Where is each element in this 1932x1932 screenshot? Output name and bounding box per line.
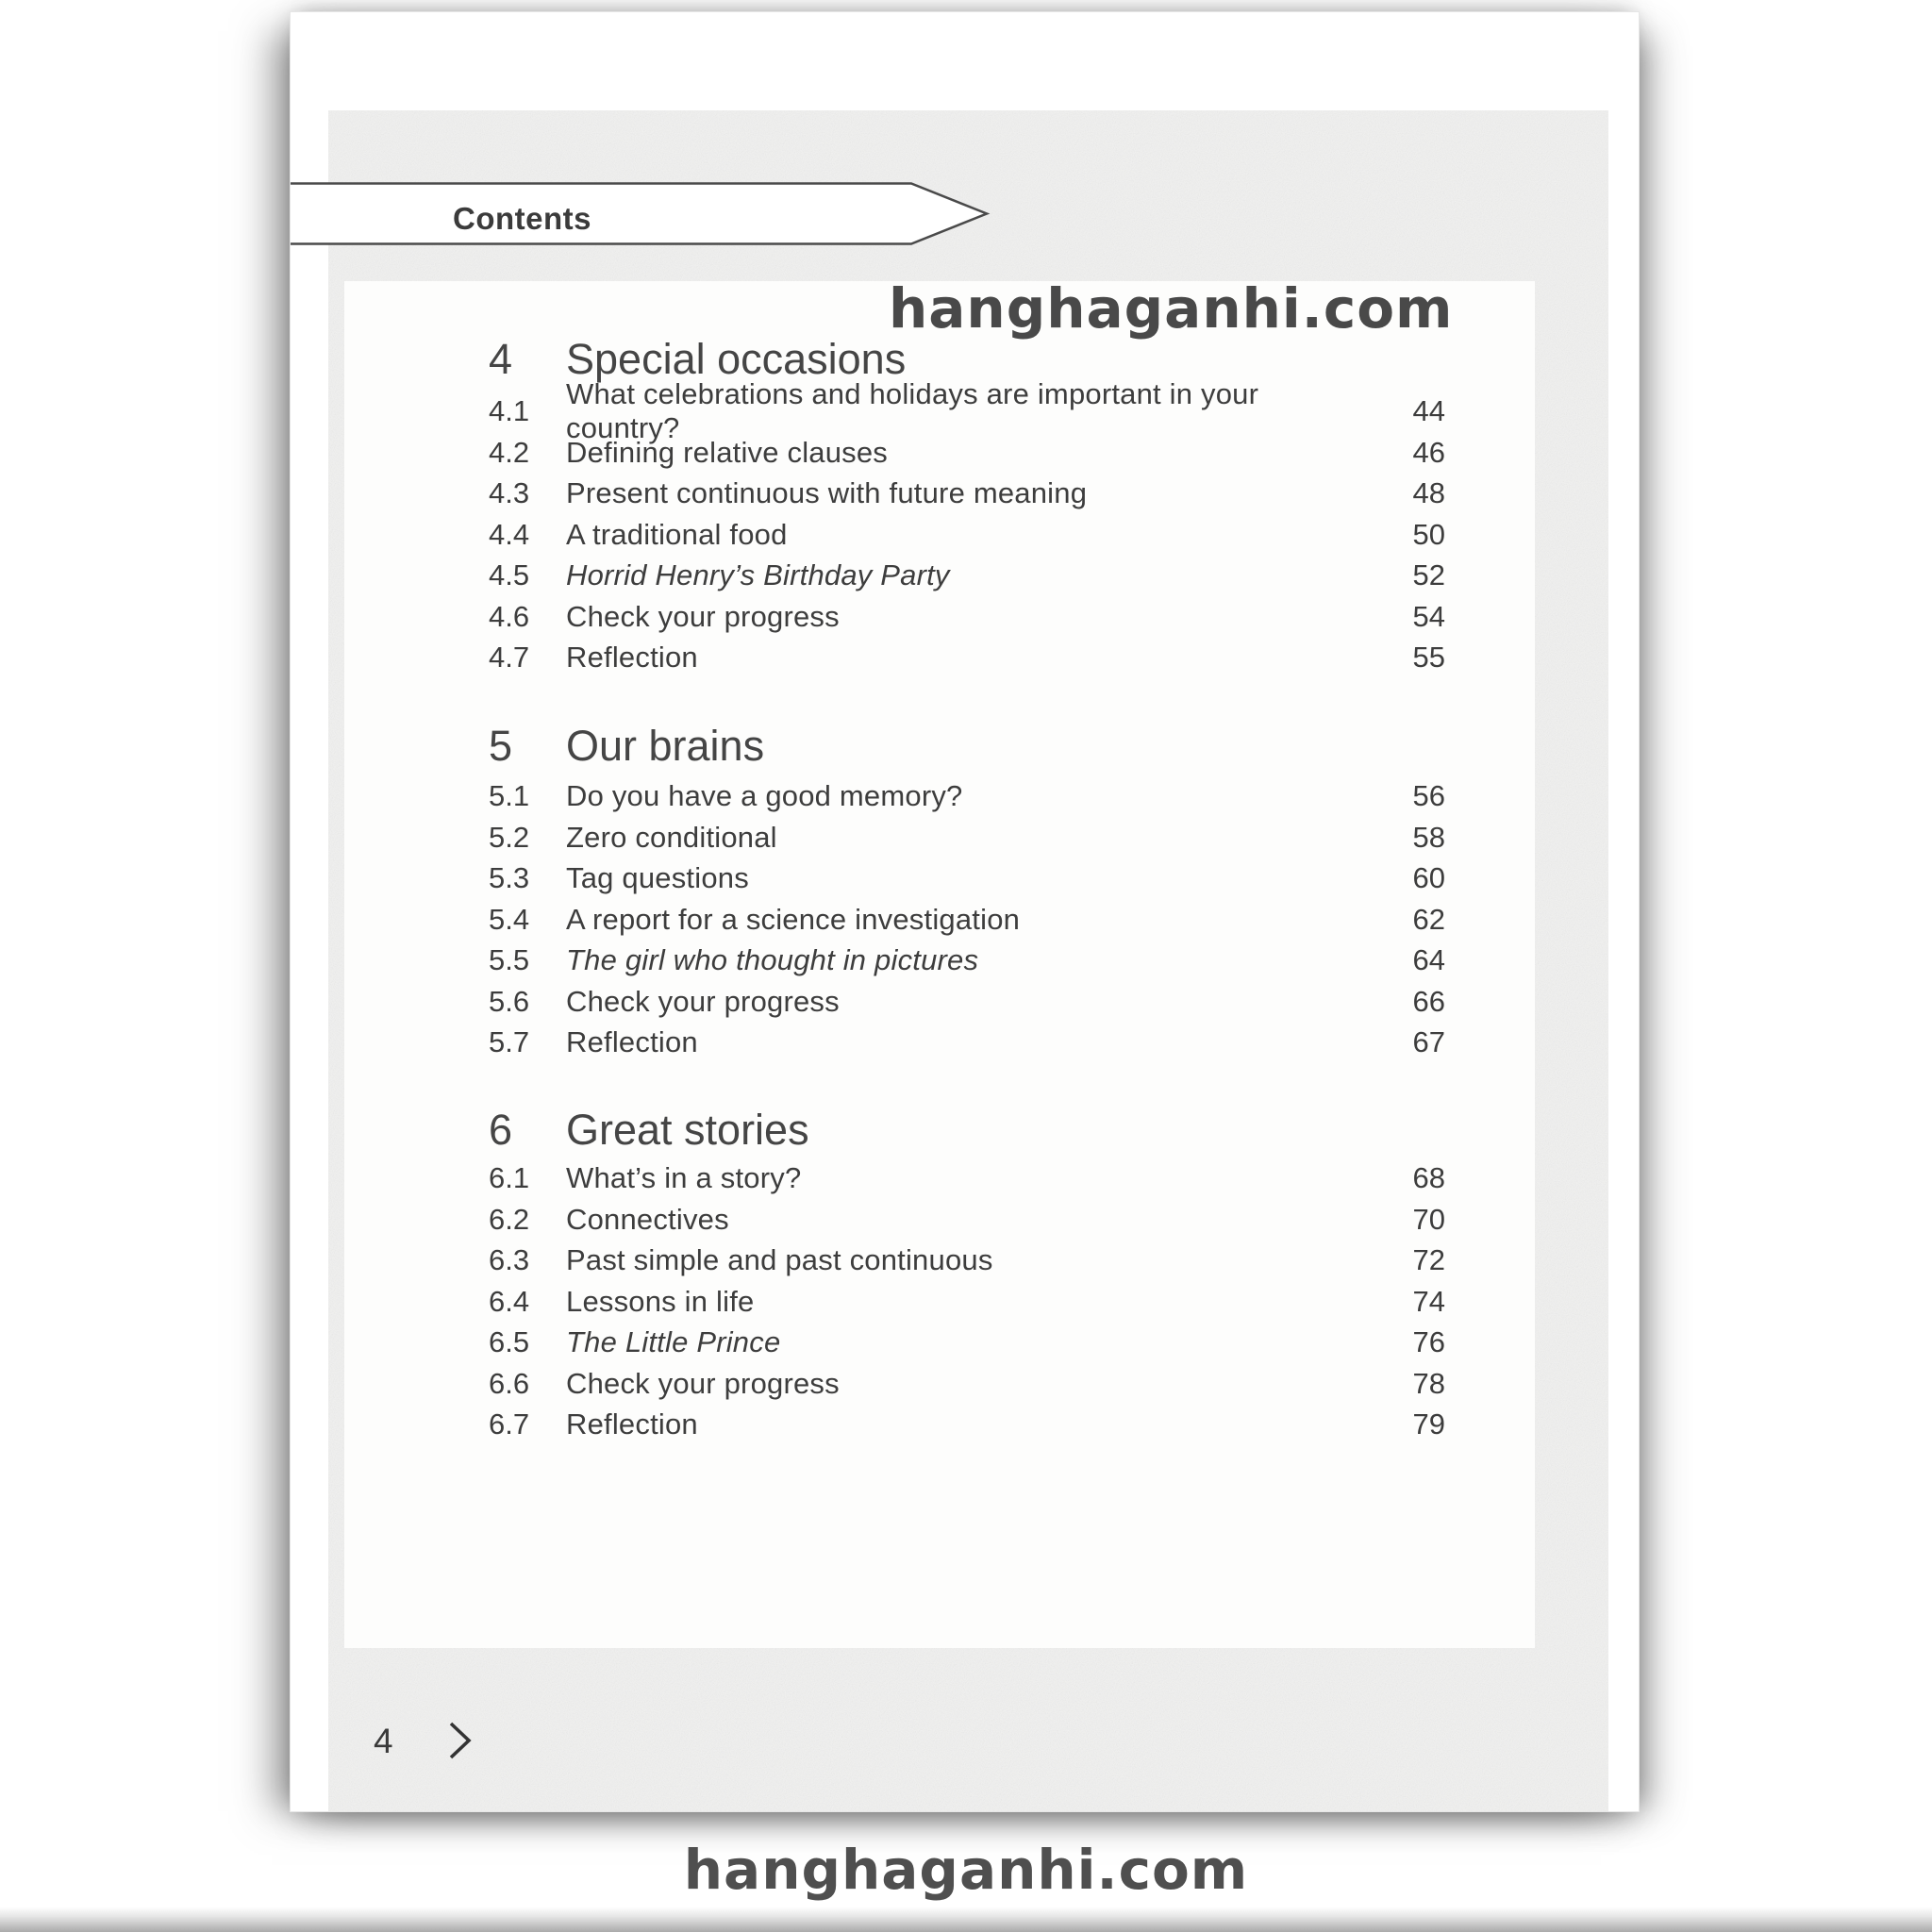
section-entries-4 — [489, 377, 1445, 678]
entry-page-number: 48 — [1412, 476, 1445, 509]
entry-page-number: 74 — [1412, 1284, 1445, 1318]
entry-title: Reflection — [566, 1025, 698, 1058]
toc-entry-5.6 — [489, 981, 1445, 1023]
entry-title: Check your progress — [566, 599, 840, 633]
entry-number: 6.2 — [489, 1202, 530, 1236]
entry-title: The girl who thought in pictures — [566, 943, 979, 976]
entry-page-number: 55 — [1412, 641, 1445, 674]
entry-number: 4.2 — [489, 435, 530, 469]
toc-entry-5.1 — [489, 775, 1445, 817]
entry-number: 4.4 — [489, 517, 530, 551]
entry-number: 5.3 — [489, 861, 530, 894]
toc-entry-6.5 — [489, 1322, 1445, 1363]
toc-entry-5.3 — [489, 858, 1445, 899]
toc-entry-4.6 — [489, 596, 1445, 638]
entry-page-number: 54 — [1412, 599, 1445, 633]
entry-page-number: 78 — [1412, 1366, 1445, 1400]
entry-number: 4.7 — [489, 641, 530, 674]
entry-title: Do you have a good memory? — [566, 779, 963, 812]
entry-page-number: 50 — [1412, 517, 1445, 551]
toc-entry-5.4 — [489, 899, 1445, 941]
entry-title: Reflection — [566, 641, 698, 674]
entry-page-number: 70 — [1412, 1202, 1445, 1236]
entry-title: Tag questions — [566, 861, 749, 894]
entry-number: 5.5 — [489, 943, 530, 976]
entry-page-number: 56 — [1412, 779, 1445, 812]
entry-page-number: 68 — [1412, 1161, 1445, 1194]
entry-title: A report for a science investigation — [566, 902, 1021, 936]
entry-number: 5.4 — [489, 902, 530, 936]
page-number-label: 4 — [374, 1722, 393, 1760]
entry-number: 5.2 — [489, 820, 530, 854]
contents-label: Contents — [453, 201, 591, 236]
toc-entry-4.5 — [489, 555, 1445, 596]
entry-title: Lessons in life — [566, 1284, 755, 1318]
entry-title: Horrid Henry’s Birthday Party — [566, 558, 950, 591]
entry-title: Reflection — [566, 1407, 698, 1441]
section-heading-5 — [489, 723, 1445, 770]
entry-page-number: 64 — [1412, 943, 1445, 976]
entry-page-number: 46 — [1412, 435, 1445, 469]
toc-entry-6.1 — [489, 1158, 1445, 1199]
toc-entry-4.2 — [489, 432, 1445, 474]
section-number: 4 — [489, 335, 513, 383]
entry-title: The Little Prince — [566, 1325, 781, 1358]
section-title: Special occasions — [566, 335, 907, 383]
entry-page-number: 79 — [1412, 1407, 1445, 1441]
toc-entry-5.7 — [489, 1022, 1445, 1063]
watermark-bottom: hanghaganhi.com — [683, 1838, 1249, 1902]
toc-entry-6.6 — [489, 1363, 1445, 1405]
entry-title: Past simple and past continuous — [566, 1243, 993, 1276]
entry-number: 6.1 — [489, 1161, 530, 1194]
entry-number: 6.4 — [489, 1284, 530, 1318]
entry-title: What’s in a story? — [566, 1161, 802, 1194]
entry-title: Defining relative clauses — [566, 435, 889, 469]
toc-entry-4.3 — [489, 473, 1445, 514]
toc-entry-5.5 — [489, 940, 1445, 981]
toc-entry-5.2 — [489, 817, 1445, 858]
photo-bottom-edge — [0, 1907, 1932, 1932]
entry-number: 4.5 — [489, 558, 530, 591]
section-title: Great stories — [566, 1106, 809, 1154]
entry-page-number: 52 — [1412, 558, 1445, 591]
toc-entry-4.1 — [489, 377, 1445, 444]
entry-page-number: 60 — [1412, 861, 1445, 894]
entry-number: 6.7 — [489, 1407, 530, 1441]
entry-page-number: 58 — [1412, 820, 1445, 854]
entry-number: 4.1 — [489, 394, 530, 427]
entry-page-number: 44 — [1412, 394, 1445, 427]
entry-page-number: 67 — [1412, 1025, 1445, 1058]
entry-page-number: 76 — [1412, 1325, 1445, 1358]
watermark-top: hanghaganhi.com — [889, 276, 1454, 341]
toc-entry-6.3 — [489, 1240, 1445, 1281]
section-heading-4 — [489, 336, 1445, 383]
entry-number: 5.1 — [489, 779, 530, 812]
entry-title: Present continuous with future meaning — [566, 476, 1088, 509]
entry-page-number: 72 — [1412, 1243, 1445, 1276]
entry-title: Zero conditional — [566, 820, 777, 854]
toc-entry-6.2 — [489, 1199, 1445, 1241]
section-number: 5 — [489, 722, 513, 770]
entry-title: A traditional food — [566, 517, 788, 551]
toc-entry-6.4 — [489, 1281, 1445, 1323]
entry-number: 6.6 — [489, 1366, 530, 1400]
section-entries-6 — [489, 1158, 1445, 1445]
section-entries-5 — [489, 775, 1445, 1063]
entry-number: 6.3 — [489, 1243, 530, 1276]
entry-number: 4.3 — [489, 476, 530, 509]
toc-entry-6.7 — [489, 1404, 1445, 1445]
section-heading-6 — [489, 1107, 1445, 1154]
chevron-right-icon — [446, 1719, 475, 1762]
entry-title: What celebrations and holidays are important in your country? — [566, 377, 1259, 444]
toc-entry-4.4 — [489, 514, 1445, 556]
entry-page-number: 66 — [1412, 984, 1445, 1018]
entry-number: 5.6 — [489, 984, 530, 1018]
section-title: Our brains — [566, 722, 765, 770]
entry-title: Check your progress — [566, 984, 840, 1018]
entry-title: Connectives — [566, 1202, 729, 1236]
entry-page-number: 62 — [1412, 902, 1445, 936]
entry-number: 4.6 — [489, 599, 530, 633]
entry-number: 6.5 — [489, 1325, 530, 1358]
section-number: 6 — [489, 1106, 513, 1154]
entry-number: 5.7 — [489, 1025, 530, 1058]
toc-entry-4.7 — [489, 637, 1445, 678]
entry-title: Check your progress — [566, 1366, 840, 1400]
